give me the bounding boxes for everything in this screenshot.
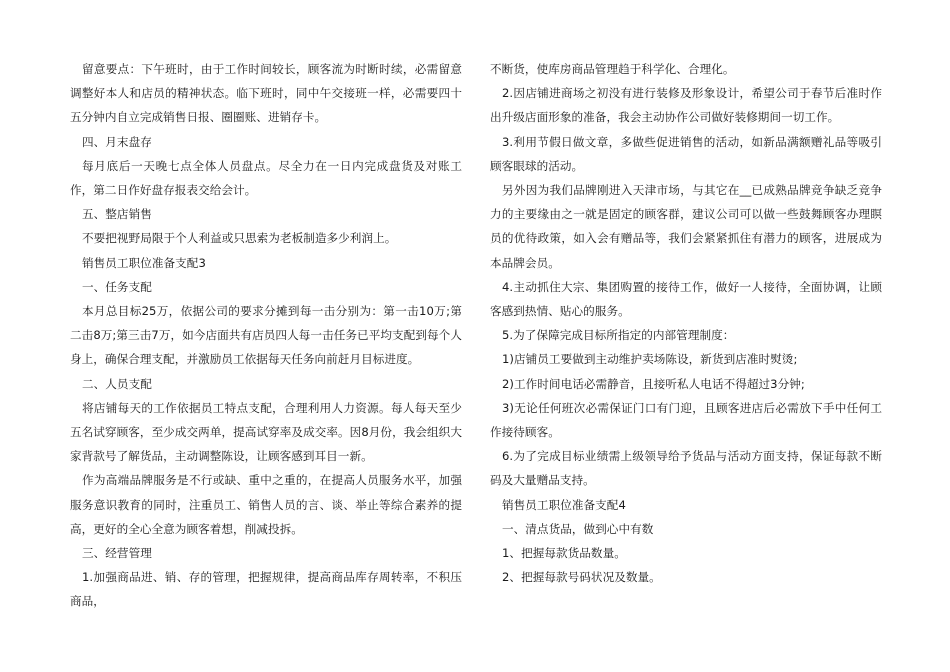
paragraph: 二、人员支配 xyxy=(82,376,152,391)
right-text-column xyxy=(490,57,882,589)
paragraph: 2、把握每款号码状况及数量。 xyxy=(502,570,661,585)
paragraph: 5.为了保障完成目标所指定的内部管理制度： xyxy=(502,328,735,343)
paragraph: 销售员工职位准备支配4 xyxy=(502,497,626,512)
paragraph: 作为高端品牌服务是不行或缺、重中之重的，在提高人员服务水平，加强服务意识教育的同时，注重员工、销售人员的言、谈、举止等综合素养的提高，更好的全心全意为顾客着想，削减投拆。 xyxy=(70,473,462,536)
paragraph: 一、任务支配 xyxy=(82,279,152,294)
paragraph: 不要把视野局限于个人利益或只思索为老板制造多少利润上。 xyxy=(82,231,397,246)
paragraph: 五、整店销售 xyxy=(82,207,152,222)
paragraph: 不断货，使库房商品管理趋于科学化、合理化。 xyxy=(490,62,735,76)
paragraph: 销售员工职位准备支配3 xyxy=(82,255,206,270)
paragraph: 6.为了完成目标业绩需上级领导给予货品与活动方面支持，保证每款不断码及大量赠品支持。 xyxy=(490,449,882,488)
paragraph: 3.利用节假日做文章，多做些促进销售的活动，如新品满额赠礼品等吸引顾客眼球的活动。 xyxy=(490,134,882,173)
paragraph: 另外因为我们品牌刚进入天津市场，与其它在__已成熟品牌竞争缺乏竞争力的主要缘由之一就是固定的顾客群，建议公司可以做一些鼓舞顾客办理瞑员的优待政策，如入会有赠品等，我们会紧紧抓住有潜力的顾客，进展成为本品牌会员。 xyxy=(490,183,882,270)
paragraph: 1.加强商品进、销、存的管理，把握规律，提高商品库存周转率，不积压商品， xyxy=(70,570,462,609)
paragraph: 4.主动抓住大宗、集团购置的接待工作，做好一人接待，全面协调，让顾客感到热情、贴心的服务。 xyxy=(490,279,882,319)
paragraph: 2)工作时间电话必需静音，且接听私人电话不得超过3分钟; xyxy=(502,376,805,391)
paragraph: 1)店铺员工要做到主动维护卖场陈设，新货到店准时熨烫; xyxy=(502,352,798,367)
paragraph: 本月总目标25万，依据公司的要求分摊到每一击分别为：第一击10万;第二击8万;第三击7万，如今店面共有店员四人每一击任务已平均支配到每个人身上，确保合理支配，并激励员工依据每天任务向前赶月目标进度。 xyxy=(70,304,462,367)
paragraph: 一、清点货品，做到心中有数 xyxy=(502,521,654,536)
paragraph: 留意要点：下午班时，由于工作时间较长，顾客流为时断时续，必需留意调整好本人和店员的精神状态。临下班时，同中午交接班一样，必需要四十五分钟内自立完成销售日报、圈圈账、进销存卡。 xyxy=(70,62,462,125)
paragraph: 每月底后一天晚七点全体人员盘点。尽全力在一日内完成盘货及对账工作，第二日作好盘存报表交给会计。 xyxy=(70,158,462,198)
paragraph: 将店铺每天的工作依据员工特点支配，合理利用人力资源。每人每天至少五名试穿顾客，至少成交两单，提高试穿率及成交率。因8月份，我会组织大家背款号了解货品，主动调整陈设，让顾客感到耳目一新。 xyxy=(70,400,462,464)
paragraph: 1、把握每款货品数量。 xyxy=(502,546,626,561)
paragraph: 三、经营管理 xyxy=(82,546,152,561)
paragraph: 四、月末盘存 xyxy=(82,134,152,149)
left-text-column xyxy=(70,57,462,614)
paragraph: 3)无论任何班次必需保证门口有门迎，且顾客进店后必需放下手中任何工作接待顾客。 xyxy=(490,400,882,440)
paragraph: 2.因店铺进商场之初没有进行装修及形象设计，希望公司于春节后准时作出升级店面形象的准备，我会主动协作公司做好装修期间一切工作。 xyxy=(490,86,882,125)
